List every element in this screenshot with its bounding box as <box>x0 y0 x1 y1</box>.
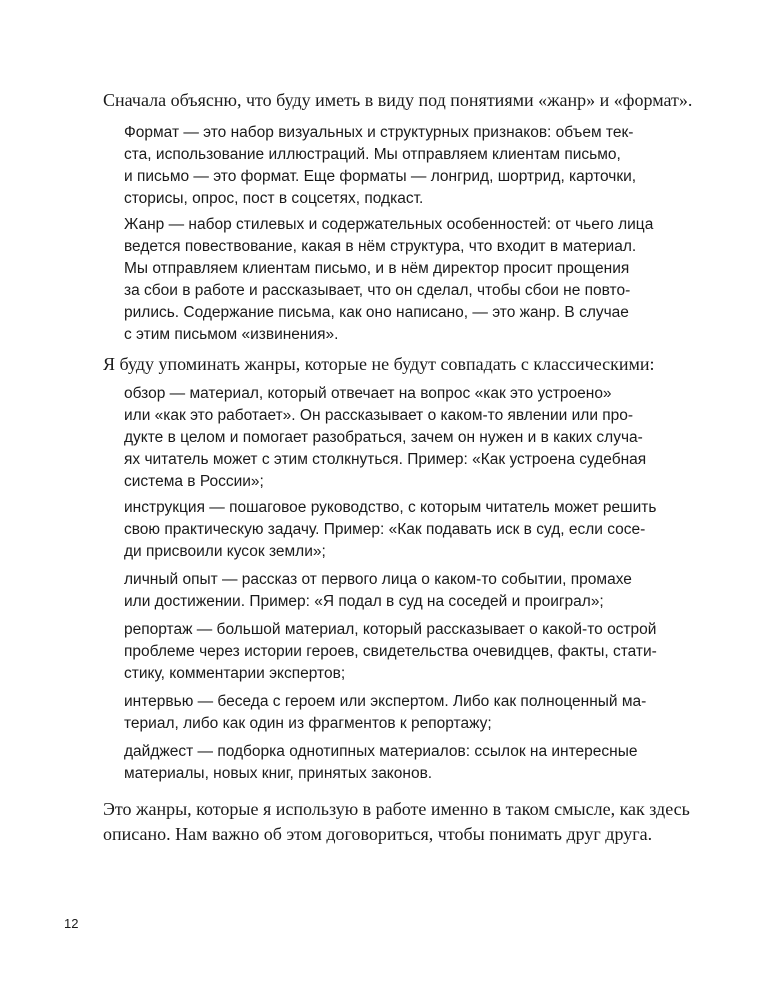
genre-item-line: инструкция — пошаговое руководство, с которым читатель может решить <box>124 499 657 516</box>
genres-intro-line: Я буду упоминать жанры, которые не будут совпадать с классическими: <box>103 354 655 374</box>
page-number: 12 <box>64 916 79 931</box>
format-line: и письмо — это формат. Еще форматы — лонгрид, шортрид, карточки, <box>124 168 637 185</box>
conclusion-line: описано. Нам важно об этом договориться, чтобы понимать друг друга. <box>103 824 653 844</box>
genre-line: рились. Содержание письма, как оно написано, — это жанр. В случае <box>124 304 629 321</box>
genre-item-line: дайджест — подборка однотипных материалов: ссылок на интересные <box>124 743 638 760</box>
genre-item-line: или «как это работает». Он рассказывает о каком-то явлении или про- <box>124 407 634 424</box>
genre-item-line: интервью — беседа с героем или экспертом. Либо как полноценный ма- <box>124 693 647 710</box>
genre-line: с этим письмом «извинения». <box>124 326 339 343</box>
genre-line: за сбои в работе и рассказывает, что он сделал, чтобы сбои не повто- <box>124 282 631 299</box>
genre-item-line: или достижении. Пример: «Я подал в суд на соседей и проиграл»; <box>124 593 604 610</box>
intro-paragraph <box>103 88 693 113</box>
genre-item-interview <box>124 691 684 735</box>
genre-item-line: свою практическую задачу. Пример: «Как подавать иск в суд, если сосе- <box>124 521 646 538</box>
genre-line: Жанр — набор стилевых и содержательных особенностей: от чьего лица <box>124 216 654 233</box>
genre-item-line: обзор — материал, который отвечает на вопрос «как это устроено» <box>124 385 612 402</box>
intro-line: Сначала объясню, что буду иметь в виду под понятиями «жанр» и «формат». <box>103 90 693 110</box>
genre-line: Мы отправляем клиентам письмо, и в нём директор просит прощения <box>124 260 630 277</box>
genre-item-line: материалы, новых книг, принятых законов. <box>124 765 433 782</box>
genre-line: ведется повествование, какая в нём структура, что входит в материал. <box>124 238 637 255</box>
genre-item-line: ях читатель может с этим столкнуться. Пример: «Как устроена судебная <box>124 451 647 468</box>
genre-item-line: проблеме через истории героев, свидетельства очевидцев, факты, стати- <box>124 643 657 660</box>
genre-item-reportage <box>124 619 684 685</box>
format-line: Формат — это набор визуальных и структурных признаков: объем тек- <box>124 124 634 141</box>
genre-definition <box>124 214 684 346</box>
genre-item-line: дукте в целом и помогает разобраться, зачем он нужен и в каких случа- <box>124 429 643 446</box>
genres-intro-paragraph <box>103 352 683 377</box>
genre-item-instruction <box>124 497 684 563</box>
conclusion-paragraph <box>103 797 690 847</box>
conclusion-line: Это жанры, которые я использую в работе именно в таком смысле, как здесь <box>103 799 690 819</box>
genre-item-line: система в России»; <box>124 473 264 490</box>
genre-item-line: стику, комментарии экспертов; <box>124 665 346 682</box>
genre-item-line: личный опыт — рассказ от первого лица о каком-то событии, промахе <box>124 571 632 588</box>
genre-item-digest <box>124 741 684 785</box>
genre-item-line: териал, либо как один из фрагментов к репортажу; <box>124 715 492 732</box>
genre-item-review <box>124 383 684 493</box>
format-line: сторисы, опрос, пост в соцсетях, подкаст. <box>124 190 424 207</box>
format-definition <box>124 122 684 210</box>
genre-item-line: репортаж — большой материал, который рассказывает о какой-то острой <box>124 621 657 638</box>
genre-item-personal-experience <box>124 569 684 613</box>
format-line: ста, использование иллюстраций. Мы отправляем клиентам письмо, <box>124 146 621 163</box>
genre-item-line: ди присвоили кусок земли»; <box>124 543 326 560</box>
